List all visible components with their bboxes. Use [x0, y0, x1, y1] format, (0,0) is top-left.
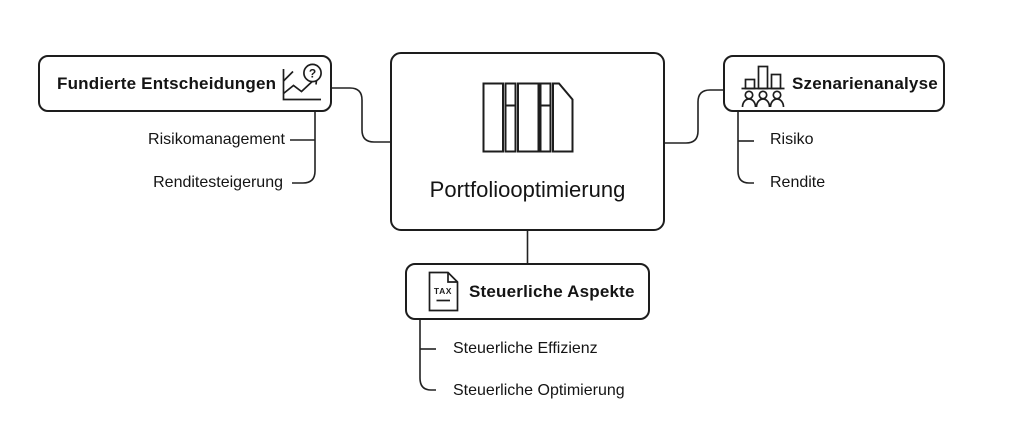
books-shelf-icon	[482, 82, 574, 154]
center-node-label: Portfoliooptimierung	[429, 177, 626, 202]
leaf-steuerliche-effizienz: Steuerliche Effizienz	[453, 340, 598, 357]
bottom-node-title: Steuerliche Aspekte	[469, 281, 635, 301]
connector-left-subtree	[292, 111, 315, 183]
connector-right-branch	[664, 90, 723, 143]
tax-document-icon	[426, 271, 460, 312]
leaf-steuerliche-optimierung: Steuerliche Optimierung	[453, 382, 625, 399]
node-szenarienanalyse	[723, 55, 945, 112]
chart-question-icon	[277, 62, 327, 106]
question-mark-glyph: ?	[308, 65, 317, 80]
leaf-renditesteigerung: Renditesteigerung	[153, 174, 283, 191]
leaf-rendite: Rendite	[770, 174, 826, 191]
connector-left-branch	[332, 88, 391, 142]
leaf-risiko: Risiko	[770, 131, 814, 148]
left-node-title: Fundierte Entscheidungen	[57, 73, 277, 93]
node-fundierte-entscheidungen	[38, 55, 332, 112]
node-portfoliooptimierung	[390, 52, 665, 231]
node-steuerliche-aspekte	[405, 263, 650, 320]
tax-glyph: TAX	[433, 286, 453, 296]
connector-bottom-subtree	[420, 319, 436, 390]
bar-chart-people-icon	[740, 60, 786, 108]
connector-right-subtree	[738, 111, 754, 183]
right-node-title: Szenarienanalyse	[792, 73, 938, 93]
leaf-risikomanagement: Risikomanagement	[148, 131, 285, 148]
